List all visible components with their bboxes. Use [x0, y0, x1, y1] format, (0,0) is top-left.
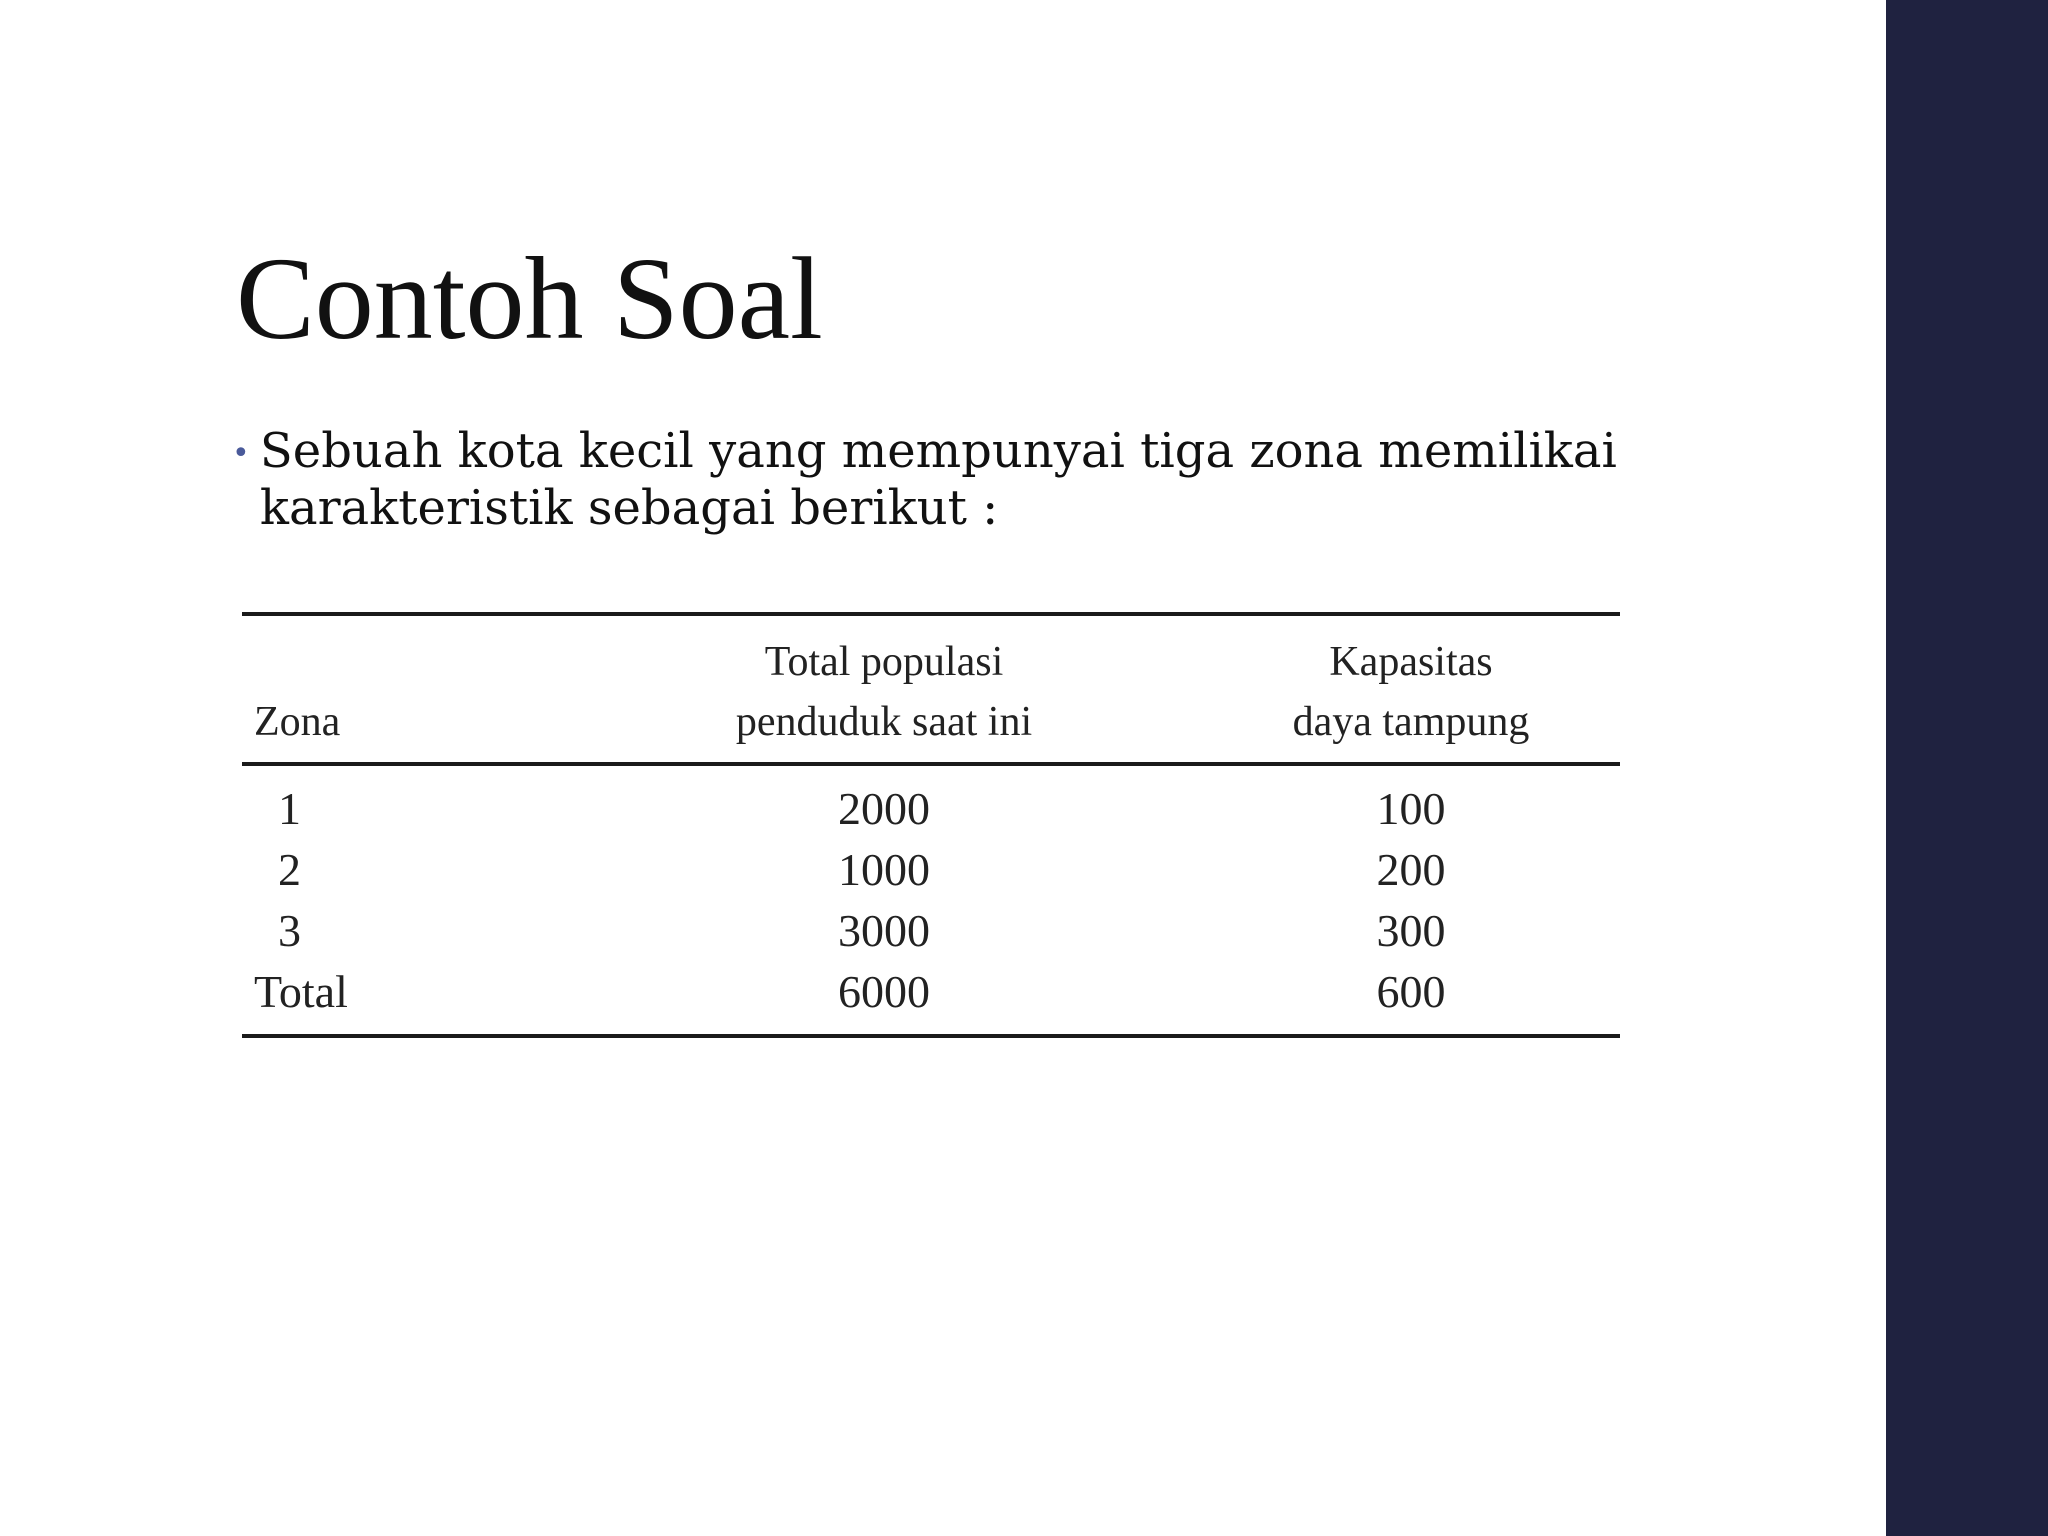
cell-kapasitas: 100 [1376, 783, 1446, 834]
table-row [242, 900, 1620, 961]
zone-table [242, 612, 1620, 1038]
cell-zona: 2 [278, 844, 301, 895]
cell-populasi-total: 6000 [838, 966, 930, 1017]
header-kapasitas [1202, 614, 1620, 764]
cell-kapasitas: 300 [1376, 905, 1446, 956]
cell-populasi: 1000 [838, 844, 930, 895]
header-populasi [566, 614, 1202, 764]
header-populasi-line2: penduduk saat ini [735, 699, 1033, 745]
cell-kapasitas: 200 [1376, 844, 1446, 895]
side-accent-bar [1886, 0, 2048, 1536]
bullet-item [232, 423, 1662, 537]
header-kapasitas-line1: Kapasitas [1329, 639, 1493, 685]
cell-zona: 3 [278, 905, 301, 956]
cell-populasi: 3000 [838, 905, 930, 956]
cell-kapasitas-total: 600 [1376, 966, 1446, 1017]
bullet-text: Sebuah kota kecil yang mempunyai tiga zona memilikai karakteristik sebagai berikut : [259, 423, 1617, 536]
bullet-dot-icon: • [232, 436, 250, 471]
slide-title: Contoh Soal [236, 233, 823, 364]
cell-zona-total: Total [254, 966, 348, 1017]
header-kapasitas-line2: daya tampung [1292, 699, 1530, 745]
table-header-row [242, 614, 1620, 764]
header-zona: Zona [254, 699, 341, 745]
cell-populasi: 2000 [838, 783, 930, 834]
table-total-row [242, 961, 1620, 1036]
table-row [242, 764, 1620, 839]
header-populasi-line1: Total populasi [764, 639, 1004, 685]
cell-zona: 1 [278, 783, 301, 834]
table-row [242, 839, 1620, 900]
